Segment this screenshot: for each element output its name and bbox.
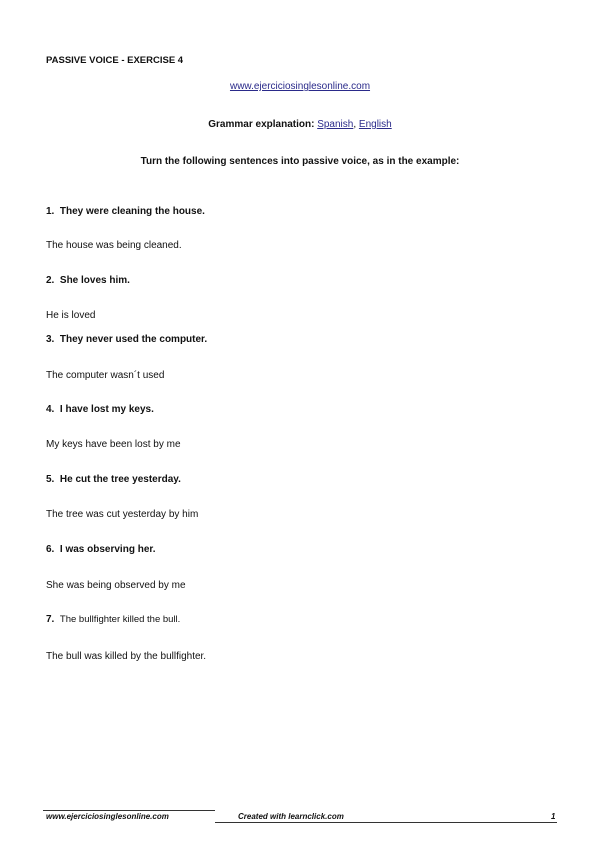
english-link[interactable]: English [358, 119, 392, 130]
question-5 [46, 474, 181, 485]
answer-5: The tree was cut yesterday by him [46, 509, 199, 520]
question-4 [46, 404, 154, 415]
footer-divider-left [43, 810, 215, 811]
question-text: They were cleaning the house. [59, 206, 205, 217]
grammar-separator: , [353, 119, 357, 130]
question-2 [46, 275, 130, 286]
question-1 [46, 206, 205, 217]
question-text: They never used the computer. [59, 334, 208, 345]
question-6 [46, 544, 156, 555]
question-text: The bullfighter killed the bull. [59, 614, 181, 625]
instruction-text: Turn the following sentences into passive voice, as in the example: [140, 156, 460, 167]
answer-3: The computer wasn´t used [46, 370, 165, 381]
question-text: She loves him. [59, 275, 130, 286]
footer-divider-right [215, 822, 557, 823]
answer-1: The house was being cleaned. [46, 240, 182, 251]
grammar-explanation [0, 119, 600, 130]
question-3 [46, 334, 207, 345]
footer-site: www.ejerciciosinglesonline.com [46, 812, 169, 821]
question-text: I have lost my keys. [59, 404, 154, 415]
question-number: 5. [46, 474, 55, 485]
answer-6: She was being observed by me [46, 580, 186, 591]
page-title: PASSIVE VOICE - EXERCISE 4 [46, 55, 184, 66]
question-number: 1. [46, 206, 55, 217]
question-number: 7. [46, 614, 55, 625]
grammar-label: Grammar explanation: [208, 119, 315, 130]
question-number: 2. [46, 275, 55, 286]
answer-4: My keys have been lost by me [46, 439, 181, 450]
question-text: I was observing her. [59, 544, 156, 555]
question-7 [46, 614, 180, 625]
question-number: 4. [46, 404, 55, 415]
answer-7: The bull was killed by the bullfighter. [46, 651, 207, 662]
site-link[interactable]: www.ejerciciosinglesonline.com [229, 81, 371, 92]
question-text: He cut the tree yesterday. [59, 474, 181, 485]
page-number: 1 [551, 812, 556, 821]
spanish-link[interactable]: Spanish [317, 119, 354, 130]
question-number: 6. [46, 544, 55, 555]
question-number: 3. [46, 334, 55, 345]
answer-2: He is loved [46, 310, 96, 321]
footer-created: Created with learnclick.com [238, 812, 344, 821]
